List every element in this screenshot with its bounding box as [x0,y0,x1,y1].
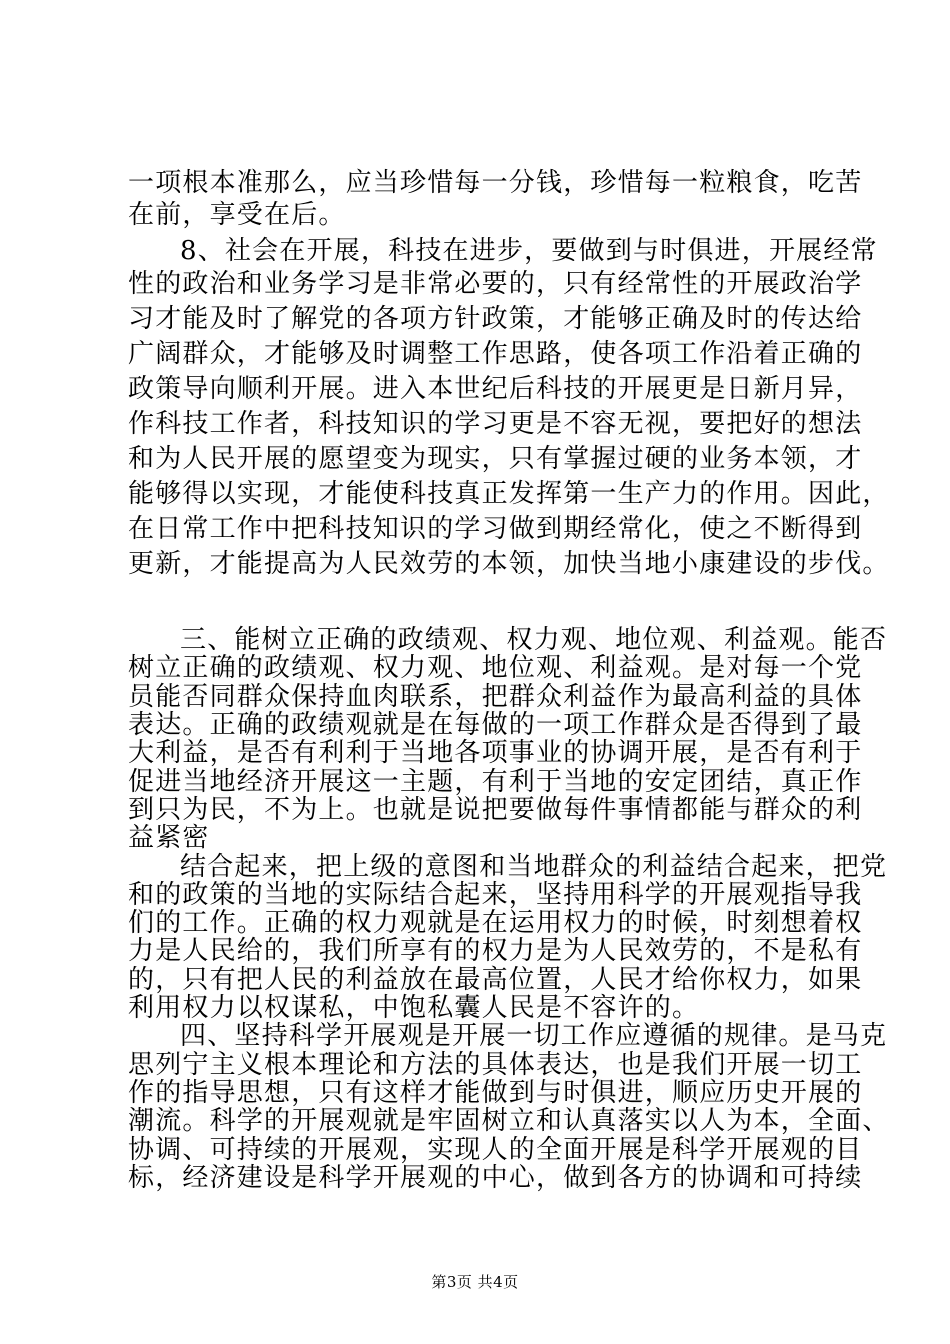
text-line: 潮流。科学的开展观就是牢固树立和认真落实以人为本，全面、 [128,1106,890,1136]
page-number-footer: 第3页 共4页 [431,1273,519,1291]
text-line: 标，经济建设是科学开展观的中心，做到各方的协调和可持续 [128,1163,863,1193]
text-line: 表达。正确的政绩观就是在每做的一项工作群众是否得到了最 [128,710,863,740]
text-line: 们的工作。正确的权力观就是在运用权力的时候，时刻想着权 [128,908,863,938]
text-line: 和的政策的当地的实际结合起来，坚持用科学的开展观指导我 [128,880,863,910]
text-line: 益紧密 [128,823,210,853]
text-line: 的，只有把人民的利益放在最高位置，人民才给你权力，如果 [128,965,863,995]
text-line: 协调、可持续的开展观，实现人的全面开展是科学开展观的目 [128,1135,863,1165]
text-line: 利用权力以权谋私，中饱私囊人民是不容许的。 [128,993,700,1023]
text-line: 力是人民给的，我们所享有的权力是为人民效劳的，不是私有 [128,936,863,966]
text-line: 到只为民，不为上。也就是说把要做每件事情都能与群众的利 [128,795,863,825]
text-line: 在日常工作中把科技知识的学习做到期经常化，使之不断得到 [128,514,863,544]
text-line: 更新，才能提高为人民效劳的本领，加快当地小康建设的步伐。 [128,549,890,579]
text-line: 能够得以实现，才能使科技真正发挥第一生产力的作用。因此， [128,479,890,509]
text-line: 一项根本准那么，应当珍惜每一分钱，珍惜每一粒粮食，吃苦 [128,168,863,198]
text-line: 广阔群众，才能够及时调整工作思路，使各项工作沿着正确的 [128,339,863,369]
text-line: 四、坚持科学开展观是开展一切工作应遵循的规律。是马克 [180,1021,888,1051]
text-line: 作科技工作者，科技知识的学习更是不容无视，要把好的想法 [128,409,863,439]
text-line: 政策导向顺利开展。进入本世纪后科技的开展更是日新月异， [128,374,863,404]
text-line: 大利益，是否有利利于当地各项事业的协调开展，是否有利于 [128,738,863,768]
text-line: 促进当地经济开展这一主题，有利于当地的安定团结，真正作 [128,767,863,797]
text-line: 三、能树立正确的政绩观、权力观、地位观、利益观。能否 [180,625,888,655]
text-line: 员能否同群众保持血肉联系，把群众利益作为最高利益的具体 [128,682,863,712]
text-line: 性的政治和业务学习是非常必要的，只有经常性的开展政治学 [128,269,863,299]
text-line: 结合起来，把上级的意图和当地群众的利益结合起来，把党 [180,852,888,882]
text-line: 在前，享受在后。 [128,200,346,230]
text-line: 和为人民开展的愿望变为现实，只有掌握过硬的业务本领，才 [128,444,863,474]
text-line: 习才能及时了解党的各项方针政策，才能够正确及时的传达给 [128,304,863,334]
text-line: 思列宁主义根本理论和方法的具体表达，也是我们开展一切工 [128,1050,863,1080]
text-line: 作的指导思想，只有这样才能做到与时俱进，顺应历史开展的 [128,1078,863,1108]
text-line: 树立正确的政绩观、权力观、地位观、利益观。是对每一个党 [128,653,863,683]
text-line: 8、社会在开展，科技在进步，要做到与时俱进，开展经常 [180,236,878,266]
